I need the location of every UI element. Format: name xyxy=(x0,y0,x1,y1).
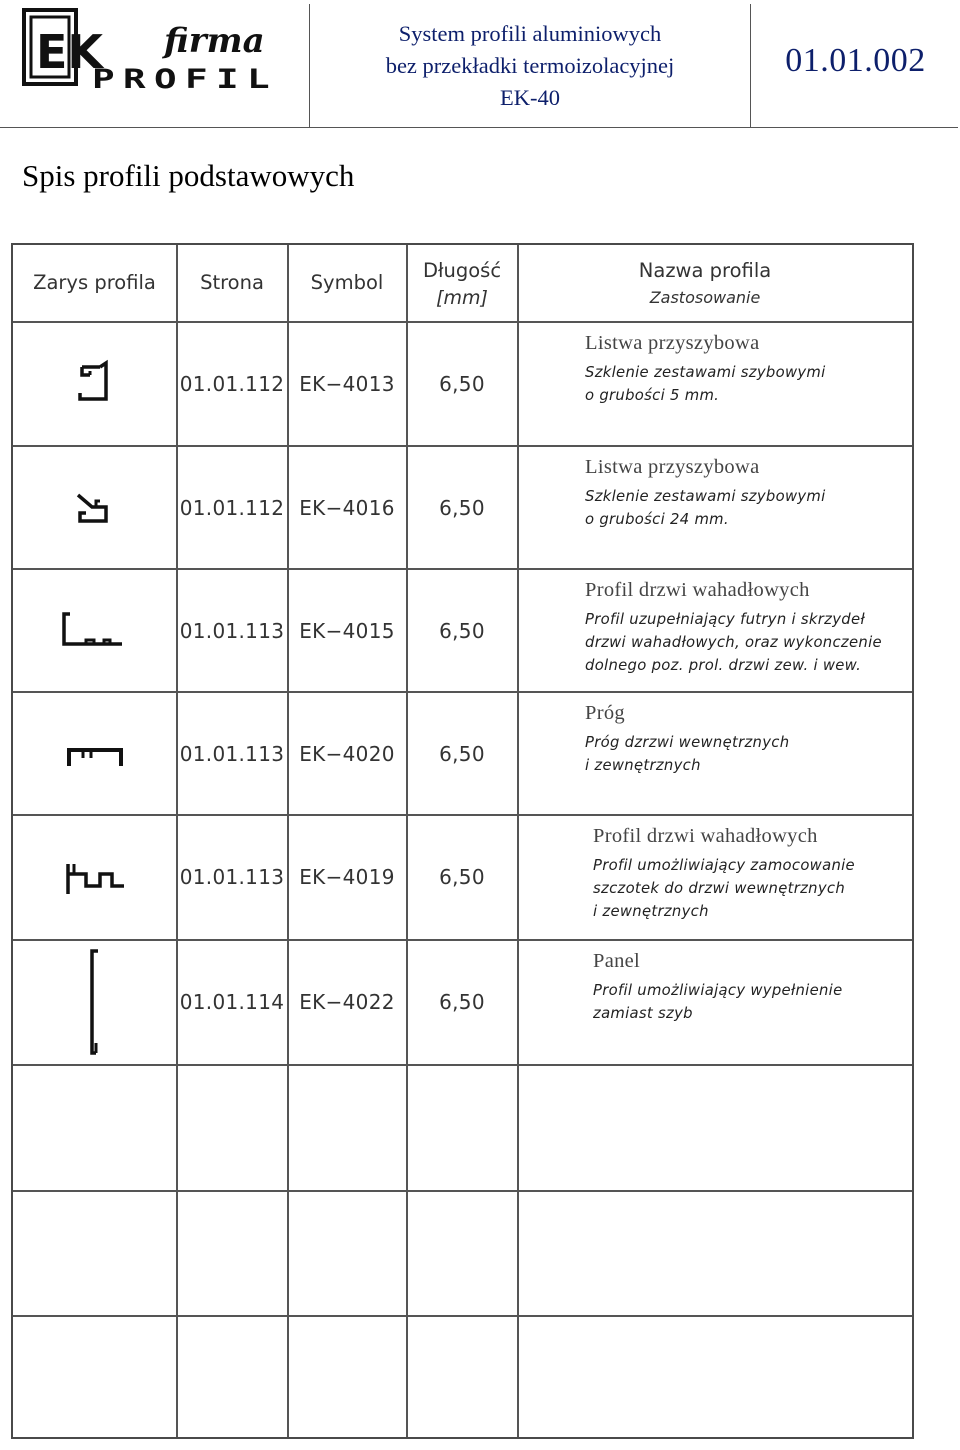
logo-script: firma xyxy=(164,21,265,61)
row-divider xyxy=(13,1315,912,1317)
length-cell: 6,50 xyxy=(439,372,485,396)
length-cell: 6,50 xyxy=(439,496,485,520)
profile-usage-line: dolnego poz. prol. drzwi zew. i wew. xyxy=(585,657,862,674)
document-code: 01.01.002 xyxy=(785,42,926,79)
header-divider xyxy=(750,4,751,128)
symbol-cell: EK−4013 xyxy=(299,372,395,396)
title-line-1: System profili aluminiowych xyxy=(398,21,662,46)
column-header-length xyxy=(407,245,517,321)
profile-outline xyxy=(13,692,176,816)
title-line-3: EK-40 xyxy=(500,85,560,110)
profile-outline xyxy=(13,569,176,693)
page-header xyxy=(0,0,960,128)
page-cell: 01.01.114 xyxy=(179,990,285,1014)
profile-usage-line: o grubości 24 mm. xyxy=(585,511,729,528)
column-header-length-unit: [mm] xyxy=(436,287,488,309)
row-divider xyxy=(13,1064,912,1066)
table-row xyxy=(13,446,912,570)
profile-usage-line: Szklenie zestawami szybowymi xyxy=(585,364,826,381)
header-divider xyxy=(309,4,310,128)
profile-name: Listwa przyszybowa xyxy=(585,456,760,478)
symbol-cell: EK−4022 xyxy=(299,990,395,1014)
profile-usage-line: drzwi wahadłowych, oraz wykonczenie xyxy=(585,634,882,651)
name-cell xyxy=(585,322,905,446)
length-cell: 6,50 xyxy=(439,865,485,889)
column-header-outline: Zarys profila xyxy=(33,271,156,294)
page-cell: 01.01.113 xyxy=(179,742,285,766)
threshold-icon xyxy=(63,734,127,774)
profile-name: Próg xyxy=(585,702,625,724)
profile-name: Listwa przyszybowa xyxy=(585,332,760,354)
profile-usage-line: Próg dzrzwi wewnętrznych xyxy=(585,734,790,751)
logo-ek-letters: EK xyxy=(36,25,104,79)
profiles-table xyxy=(11,243,914,1439)
title-line-2: bez przekładki termoizolacyjnej xyxy=(385,53,675,78)
profile-usage-line: o grubości 5 mm. xyxy=(585,387,720,404)
profile-outline xyxy=(13,446,176,570)
profile-usage-line: Szklenie zestawami szybowymi xyxy=(585,488,826,505)
document-title xyxy=(312,18,748,114)
brush-door-profile-icon xyxy=(60,852,130,902)
profile-usage-line: i zewnętrznych xyxy=(585,757,701,774)
column-header-page: Strona xyxy=(200,271,264,294)
profile-name: Profil drzwi wahadłowych xyxy=(593,825,818,847)
table-row xyxy=(13,322,912,446)
column-header-name xyxy=(518,245,912,321)
table-row xyxy=(13,692,912,816)
table-row xyxy=(13,569,912,693)
profile-usage-line: Profil umożliwiający zamocowanie xyxy=(593,857,855,874)
length-cell: 6,50 xyxy=(439,990,485,1014)
glazing-bead-24mm-icon xyxy=(70,483,120,533)
profile-outline xyxy=(13,815,176,939)
profile-name: Panel xyxy=(593,950,641,972)
profile-usage-line: szczotek do drzwi wewnętrznych xyxy=(593,880,846,897)
name-cell xyxy=(585,446,905,570)
table-row xyxy=(13,940,912,1064)
symbol-cell: EK−4015 xyxy=(299,619,395,643)
name-cell xyxy=(585,569,905,693)
profile-outline xyxy=(13,322,176,446)
profile-name: Profil drzwi wahadłowych xyxy=(585,579,810,601)
page-cell: 01.01.113 xyxy=(179,865,285,889)
logo-wordmark: PROFIL xyxy=(92,64,278,90)
column-header-name-sub: Zastosowanie xyxy=(649,288,761,307)
symbol-cell: EK−4019 xyxy=(299,865,395,889)
page-cell: 01.01.112 xyxy=(179,372,285,396)
table-row xyxy=(13,815,912,939)
page-cell: 01.01.113 xyxy=(179,619,285,643)
profile-usage-line: Profil umożliwiający wypełnienie xyxy=(593,982,843,999)
profile-usage-line: zamiast szyb xyxy=(593,1005,693,1022)
symbol-cell: EK−4020 xyxy=(299,742,395,766)
length-cell: 6,50 xyxy=(439,619,485,643)
column-header-length-label: Długość xyxy=(422,259,502,282)
row-divider xyxy=(13,1190,912,1192)
glazing-bead-5mm-icon xyxy=(70,359,120,409)
symbol-cell: EK−4016 xyxy=(299,496,395,520)
column-header-symbol: Symbol xyxy=(310,271,384,294)
header-rule xyxy=(0,127,958,128)
name-cell xyxy=(585,692,905,816)
name-cell xyxy=(593,940,911,1064)
page-cell: 01.01.112 xyxy=(179,496,285,520)
column-header-name-label: Nazwa profila xyxy=(638,259,772,282)
profile-usage-line: Profil uzupełniający futryn i skrzydeł xyxy=(585,611,865,628)
section-title: Spis profili podstawowych xyxy=(22,158,355,193)
name-cell xyxy=(593,815,911,939)
profile-outline xyxy=(13,940,176,1064)
length-cell: 6,50 xyxy=(439,742,485,766)
ek-profil-logo xyxy=(22,6,284,90)
door-profile-icon xyxy=(60,606,130,656)
profile-usage-line: i zewnętrznych xyxy=(593,903,709,920)
panel-icon xyxy=(80,947,110,1057)
